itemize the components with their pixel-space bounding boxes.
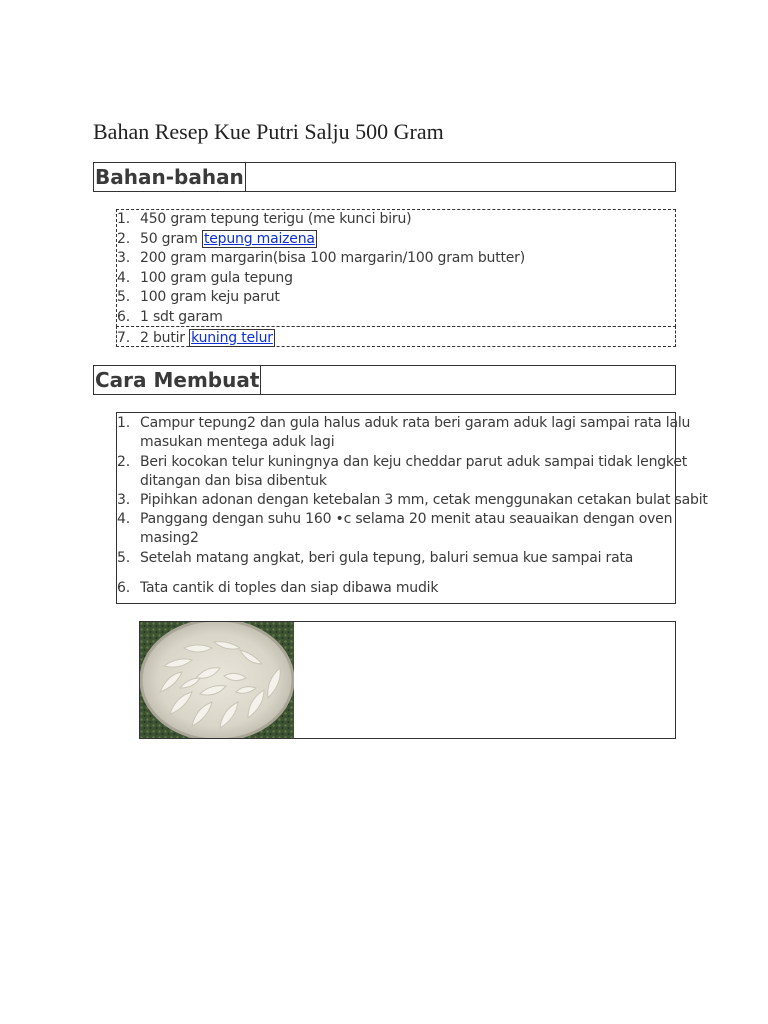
ingredient-prefix: 2 butir [140,330,190,346]
ingredient-text [140,230,317,250]
ingredient-text: 100 gram gula tepung [140,270,293,286]
list-number: 4. [117,511,130,527]
list-number: 1. [117,211,130,227]
list-number: 1. [117,415,130,431]
step-text-line: Campur tepung2 dan gula halus aduk rata beri garam aduk lagi sampai rata lalu [140,415,691,431]
ingredients-section-header [93,162,676,192]
ingredient-prefix: 50 gram [140,231,202,247]
method-section-header [93,365,676,395]
ingredients-heading: Bahan-bahan [93,162,246,192]
step-text-line: Pipihkan adonan dengan ketebalan 3 mm, cetak menggunakan cetakan bulat sabit [140,492,708,508]
list-number: 2. [117,454,130,470]
page-title: Bahan Resep Kue Putri Salju 500 Gram [93,119,444,144]
step-text-line: masukan mentega aduk lagi [140,434,335,450]
step-text-line: ditangan dan bisa dibentuk [140,473,327,489]
step-text-line: masing2 [140,530,199,546]
method-heading: Cara Membuat [93,365,261,395]
ingredient-text: 200 gram margarin(bisa 100 margarin/100 gram butter) [140,250,526,266]
list-number: 3. [117,492,130,508]
list-number: 5. [117,550,130,566]
tepung-maizena-link[interactable]: tepung maizena [203,231,315,247]
list-number: 7. [117,330,130,346]
image-frame [139,621,676,739]
kue-putri-salju-photo [140,622,294,738]
ingredient-text: 1 sdt garam [140,309,223,325]
step-text-line: Beri kocokan telur kuningnya dan keju cheddar parut aduk sampai tidak lengket [140,454,688,470]
list-number: 5. [117,289,130,305]
list-number: 4. [117,270,130,286]
list-number: 6. [117,309,130,325]
kuning-telur-link[interactable]: kuning telur [191,330,273,346]
step-text-line: Setelah matang angkat, beri gula tepung, baluri semua kue sampai rata [140,550,634,566]
list-number: 3. [117,250,130,266]
step-text-line: Panggang dengan suhu 160 •c selama 20 menit atau seauaikan dengan oven [140,511,673,527]
ingredient-text: 100 gram keju parut [140,289,280,305]
ingredient-text: 450 gram tepung terigu (me kunci biru) [140,211,412,227]
cookie-jar-image [140,622,294,738]
ingredient-text [140,329,275,349]
list-number: 6. [117,580,130,596]
step-text-line: Tata cantik di toples dan siap dibawa mudik [140,580,439,596]
list-number: 2. [117,231,130,247]
